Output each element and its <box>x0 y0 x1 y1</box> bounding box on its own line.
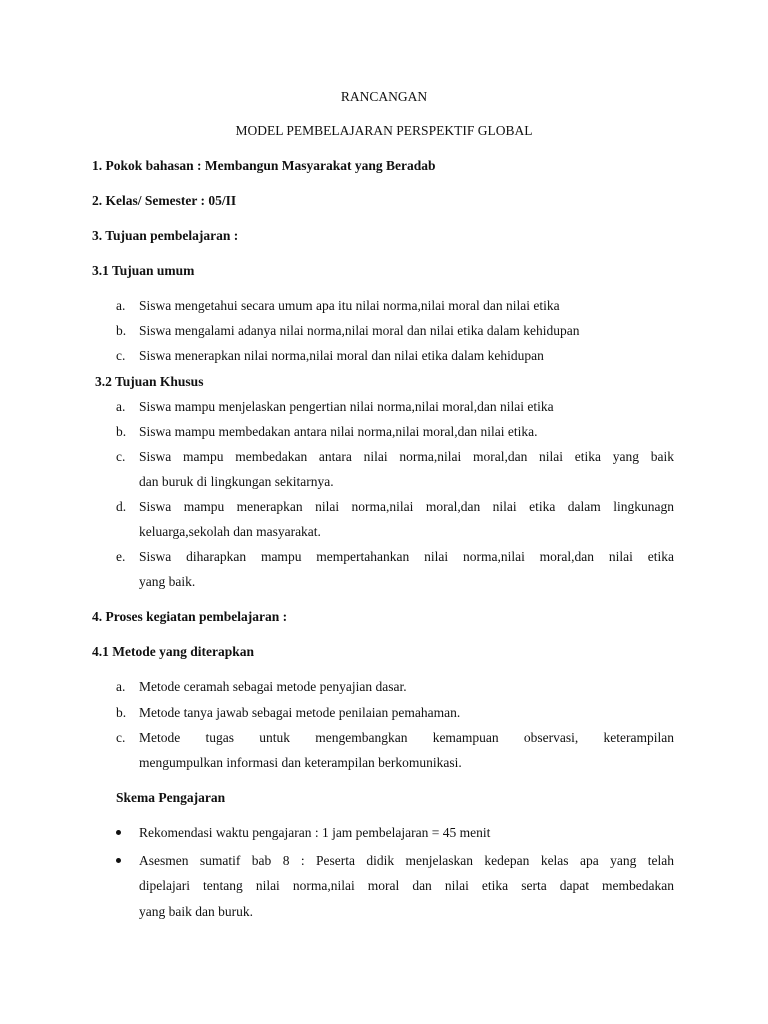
list-item-continuation: mengumpulkan informasi dan keterampilan berkomunikasi. <box>139 755 462 770</box>
tujuan-heading: 3. Tujuan pembelajaran : <box>92 228 239 243</box>
list-item: Metode tugas untuk mengembangkan kemampuan observasi, keterampilan <box>139 730 674 745</box>
metode-heading: 4.1 Metode yang diterapkan <box>92 644 254 659</box>
doc-subtitle: MODEL PEMBELAJARAN PERSPEKTIF GLOBAL <box>235 123 533 138</box>
pokok-bahasan: 1. Pokok bahasan : Membangun Masyarakat yang Beradab <box>92 158 436 173</box>
bullet-icon <box>116 830 121 835</box>
list-item: Asesmen sumatif bab 8 : Peserta didik menjelaskan kedepan kelas apa yang telah <box>139 853 674 868</box>
list-item: Siswa mengalami adanya nilai norma,nilai moral dan nilai etika dalam kehidupan <box>139 323 580 338</box>
tujuan-khusus-heading: 3.2 Tujuan Khusus <box>95 374 204 389</box>
skema-heading: Skema Pengajaran <box>116 790 226 805</box>
list-marker: c. <box>116 730 126 745</box>
list-marker: b. <box>116 424 127 439</box>
list-item: Metode tanya jawab sebagai metode penilaian pemahaman. <box>139 705 461 720</box>
list-marker: e. <box>116 549 126 564</box>
list-marker: b. <box>116 323 127 338</box>
list-item: Siswa mampu menerapkan nilai norma,nilai moral,dan nilai etika dalam lingkunagn <box>139 499 674 514</box>
bullet-icon <box>116 858 121 863</box>
list-marker: a. <box>116 298 126 313</box>
list-marker: a. <box>116 679 126 694</box>
list-item: Siswa mampu menjelaskan pengertian nilai norma,nilai moral,dan nilai etika <box>139 399 554 414</box>
list-item: Rekomendasi waktu pengajaran : 1 jam pembelajaran = 45 menit <box>139 825 491 840</box>
list-item-continuation: yang baik dan buruk. <box>139 904 253 919</box>
tujuan-umum-heading: 3.1 Tujuan umum <box>92 263 195 278</box>
list-item: Metode ceramah sebagai metode penyajian dasar. <box>139 679 407 694</box>
list-item-continuation: dan buruk di lingkungan sekitarnya. <box>139 474 334 489</box>
list-marker: c. <box>116 348 126 363</box>
list-marker: d. <box>116 499 127 514</box>
list-marker: b. <box>116 705 127 720</box>
list-item: Siswa mampu membedakan antara nilai norma,nilai moral,dan nilai etika. <box>139 424 538 439</box>
list-item: Siswa menerapkan nilai norma,nilai moral dan nilai etika dalam kehidupan <box>139 348 544 363</box>
list-item-continuation: yang baik. <box>139 574 196 589</box>
list-item: Siswa mengetahui secara umum apa itu nilai norma,nilai moral dan nilai etika <box>139 298 560 313</box>
kelas-semester: 2. Kelas/ Semester : 05/II <box>92 193 237 208</box>
list-marker: a. <box>116 399 126 414</box>
list-item: Siswa diharapkan mampu mempertahankan nilai norma,nilai moral,dan nilai etika <box>139 549 674 564</box>
list-item-continuation: keluarga,sekolah dan masyarakat. <box>139 524 321 539</box>
list-item: Siswa mampu membedakan antara nilai norma,nilai moral,dan nilai etika yang baik <box>139 449 674 464</box>
list-marker: c. <box>116 449 126 464</box>
list-item-continuation: dipelajari tentang nilai norma,nilai moral dan nilai etika serta dapat membedakan <box>139 878 674 893</box>
doc-title: RANCANGAN <box>340 89 428 104</box>
proses-heading: 4. Proses kegiatan pembelajaran : <box>92 609 288 624</box>
